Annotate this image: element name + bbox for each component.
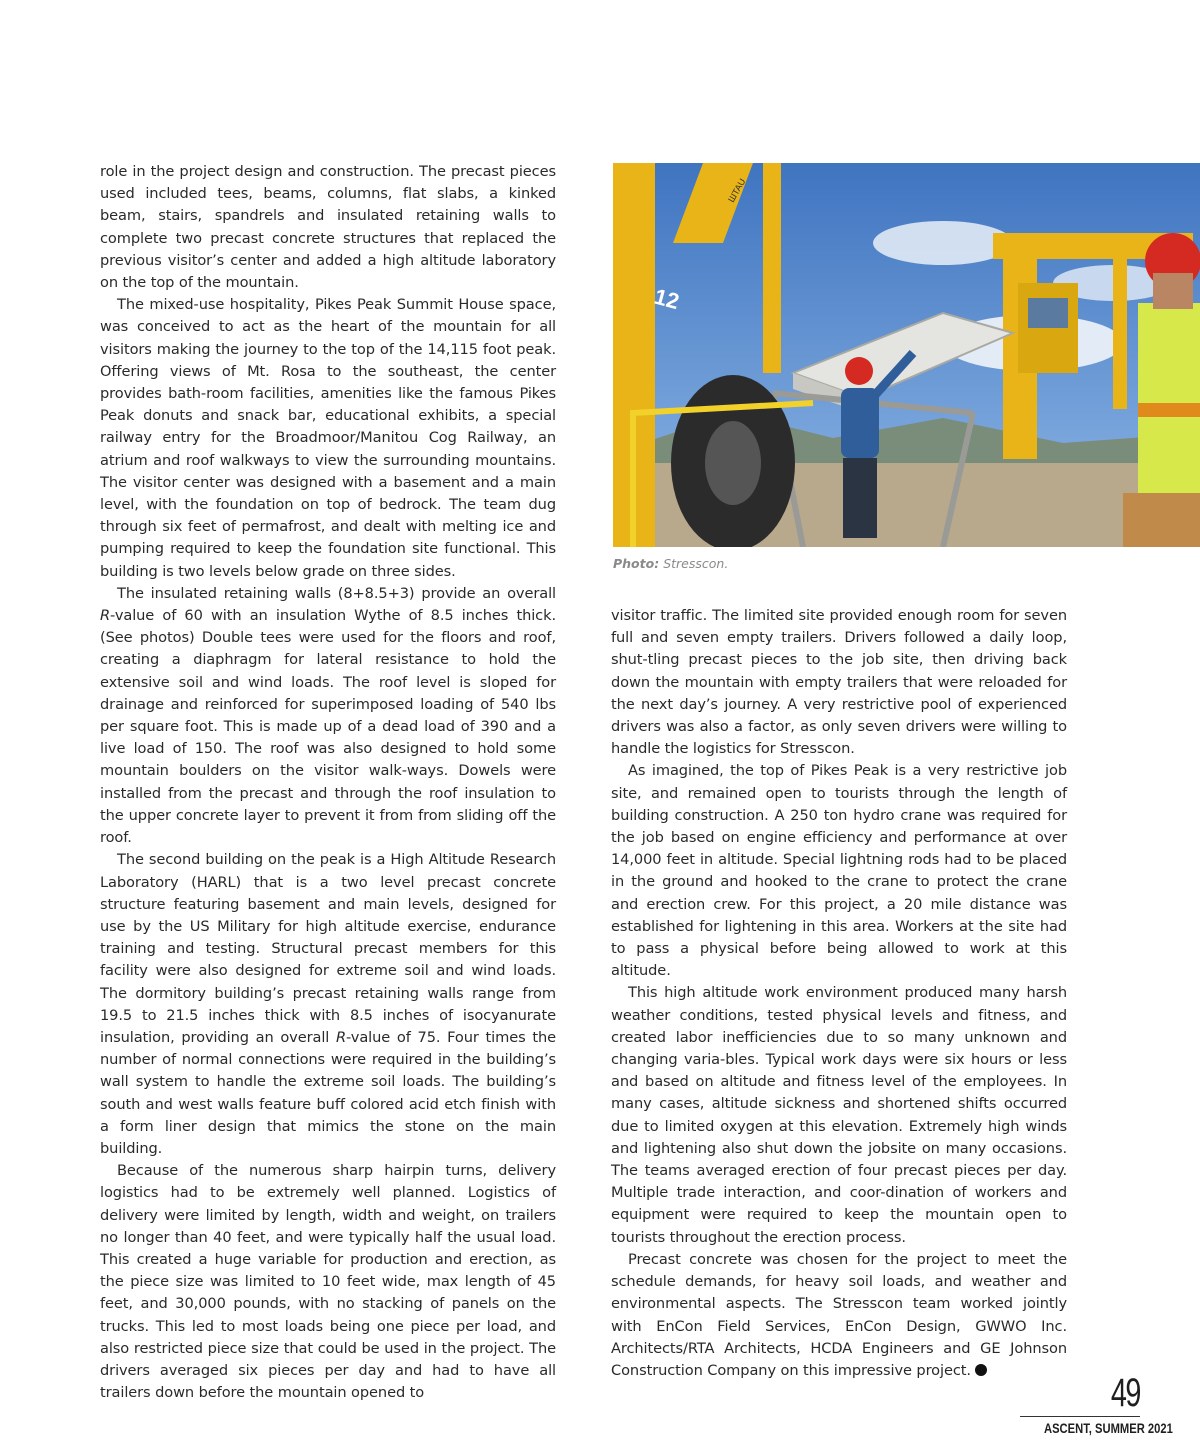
paragraph: The mixed-use hospitality, Pikes Peak Summit House space, was conceived to act as the heart of the mountain for all visitors making the journey to the top of the 14,115 foot peak. Offering views of Mt. Rosa to the southeast, the center provides bath-room facilities, amenities like the famous Pikes Peak donuts and snack bar, educational exhibits, a special railway entry for the Broadmoor/Manitou Cog Railway, an atrium and roof walkways to view the surrounding mountains. The visitor center was designed with a basement and a main level, with the foundation on top of bedrock. The team dug through six feet of permafrost, and dealt with melting ice and pumping required to keep the foundation site functional. This building is two levels below grade on three sides. xyxy=(100,296,556,580)
paragraph-text: Precast concrete was chosen for the project to meet the schedule demands, for heavy soil loads, and weather and environmental aspects. The Stresscon team worked jointly with EnCon Field Services, EnCon Design, GWWO Inc. Architects/RTA Architects, HCDA Engineers and GE Johnson Construction Company on this impressive project. xyxy=(611,1250,1067,1379)
crane-cab-window xyxy=(1028,298,1068,328)
paragraph: As imagined, the top of Pikes Peak is a very restrictive job site, and remained open to tourists through the length of building construction. A 250 ton hydro crane was required for the job based on engine efficiency and performance at over 14,000 feet in altitude. Special lightning rods had to be placed in the ground and hooked to the crane to protect the crane and erection crew. For this project, a 20 mile distance was established for lightening in this area. Workers at the site had to pass a physical before being allowed to work at this altitude. xyxy=(611,762,1067,980)
footer-rule xyxy=(1020,1416,1140,1417)
worker-face xyxy=(1153,273,1193,309)
r-value-italic: R xyxy=(335,1028,347,1046)
publication-name: ASCENT, SUMMER 2021 xyxy=(1044,1420,1173,1436)
paragraph xyxy=(100,849,556,1160)
article-column-right xyxy=(611,605,1067,1382)
paragraph: This high altitude work environment produced many harsh weather conditions, tested physical levels and fitness, and created labor inefficiencies due to so many unknown and changing varia-bles. Typical work days were six hours or less and based on altitude and fitness level of the employees. In many cases, altitude sickness and shortened shifts occurred due to limited oxygen at this elevation. Extremely high winds and lightening also shut down the jobsite on many occasions. The teams averaged erection of four precast pieces per day. Multiple trade interaction, and coor-dination of workers and equipment were required to keep the mountain open to tourists throughout the erection process. xyxy=(611,984,1067,1246)
crane-boom xyxy=(763,163,781,373)
end-of-article-icon xyxy=(975,1364,987,1376)
crane-number-marking: 12 xyxy=(651,283,682,315)
wooden-crate xyxy=(1123,493,1200,547)
article-column-left xyxy=(100,161,556,1404)
r-value-italic: R xyxy=(100,607,111,625)
paragraph xyxy=(100,583,556,849)
construction-photo-illustration xyxy=(613,163,1200,547)
worker-blue-shirt xyxy=(841,388,879,458)
page-number: 49 xyxy=(1110,1371,1140,1415)
worker-pants xyxy=(843,458,877,538)
construction-photo xyxy=(613,163,1200,547)
gantry-leg xyxy=(1113,259,1127,409)
vest-reflective-stripe xyxy=(1138,403,1200,417)
paragraph-text: The insulated retaining walls (8+8.5+3) provide an overall xyxy=(117,584,556,602)
hard-hat-red xyxy=(845,357,873,385)
cloud xyxy=(873,221,1013,265)
paragraph: visitor traffic. The limited site provided enough room for seven full and seven empty trailers. Drivers followed a daily loop, shut-tling precast pieces to the job site, then driving back down the mountain with empty trailers that were reloaded for the next day’s journey. A very restrictive pool of experienced drivers was also a factor, as only seven drivers were willing to handle the logistics for Stresscon. xyxy=(611,607,1067,758)
photo-caption-label: Photo: xyxy=(613,556,660,571)
crane-brand-marking: ШTAU xyxy=(726,176,748,204)
paragraph xyxy=(611,1249,1067,1382)
photo-caption-credit: Stresscon. xyxy=(659,556,729,571)
paragraph-text: -value of 60 with an insulation Wythe of 8.5 inches thick. (See photos) Double tees were used for the floors and roof, creating a diaphragm for lateral resistance to hold the extensive soil and wind loads. The roof level is sloped for drainage and reinforced for superimposed loading of 540 lbs per square foot. This is made up of a dead load of 390 and a live load of 150. The roof was also designed to hold some mountain boulders on the visitor walk-ways. Dowels were installed from the precast and through the roof insulation to the upper concrete layer to prevent it from from sliding off the roof. xyxy=(100,607,556,847)
photo-caption xyxy=(613,556,728,571)
paragraph: Because of the numerous sharp hairpin turns, delivery logistics had to be extremely well planned. Logistics of delivery were limited by length, width and weight, on trailers no longer than 40 feet, and were typically half the usual load. This created a huge variable for production and erection, as the piece size was limited to 10 feet wide, max length of 45 feet, and 30,000 pounds, with no stacking of panels on the trucks. This led to most loads being one piece per load, and also restricted piece size that could be used in the project. The drivers averaged six pieces per day and had to have all trailers down before the mountain opened to xyxy=(100,1162,556,1402)
paragraph: role in the project design and construction. The precast pieces used included tees, beams, columns, flat slabs, a kinked beam, stairs, spandrels and insulated retaining walls to complete two precast concrete structures that replaced the previous visitor’s center and added a high altitude laboratory on the top of the mountain. xyxy=(100,163,556,292)
paragraph-text: The second building on the peak is a High Altitude Research Laboratory (HARL) that is a two level precast concrete structure featuring basement and main levels, designed for use by the US Military for high altitude exercise, endurance training and testing. Structural precast members for this facility were also designed for extreme soil and wind loads. The dormitory building’s precast retaining walls range from 19.5 to 21.5 inches thick with 8.5 inches of isocyanurate insulation, providing an overall xyxy=(100,851,556,1046)
page-footer xyxy=(1020,1371,1173,1436)
crane-tire-hub xyxy=(705,421,761,505)
paragraph-text: -value of 75. Four times the number of normal connections were required in the building’s wall system to handle the extreme soil loads. The building’s south and west walls feature buff colored acid etch finish with a form liner design that mimics the stone on the main building. xyxy=(100,1028,557,1157)
